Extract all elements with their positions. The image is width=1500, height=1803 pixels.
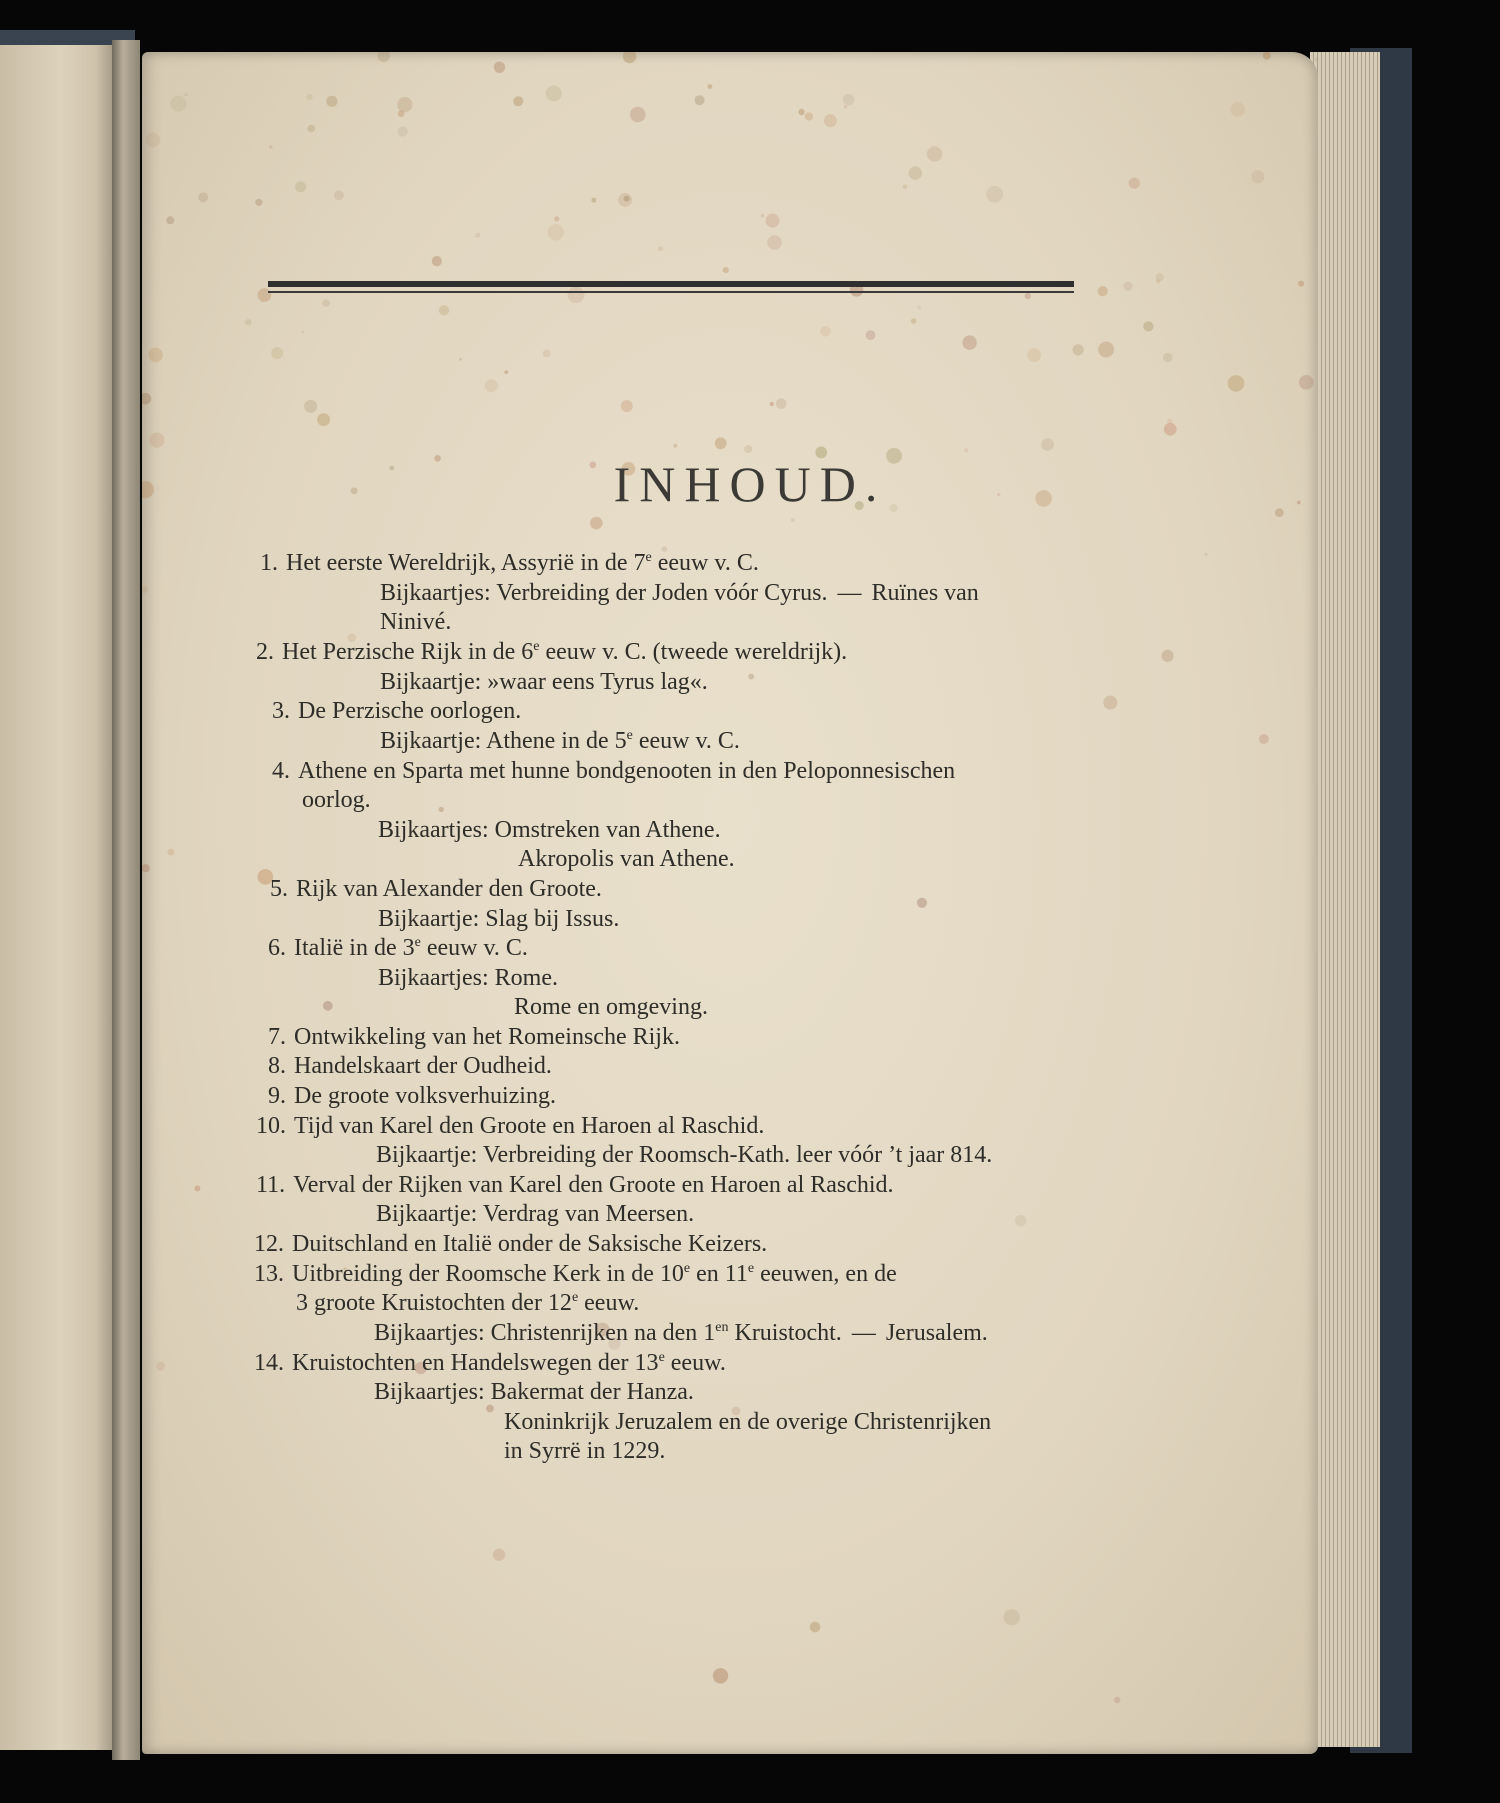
maps-text: Rome en omgeving. (514, 994, 708, 1020)
foxing-spot (397, 97, 412, 112)
maps-text: Jerusalem. (885, 1320, 988, 1346)
toc-entry-1 (260, 548, 759, 578)
toc-entry-9 (268, 1081, 556, 1111)
entry-number: 4. (272, 758, 290, 784)
toc-maps-4-second (518, 844, 735, 874)
toc-maps-1 (380, 578, 979, 608)
foxing-spot (142, 393, 151, 405)
toc-maps-5 (378, 904, 619, 934)
toc-entry-5 (270, 874, 602, 904)
foxing-spot (513, 96, 523, 106)
entry-text-tail: eeuwen, en de (754, 1261, 897, 1287)
foxing-spot (1123, 282, 1132, 291)
foxing-spot (1167, 418, 1172, 423)
foxing-spot (323, 1001, 333, 1011)
maps-text: Slag bij Issus. (485, 906, 620, 932)
entry-text: Uitbreiding der Roomsche Kerk in de 10 (292, 1261, 684, 1287)
foxing-spot (1162, 650, 1174, 662)
foxing-spot (770, 402, 774, 406)
foxing-spot (917, 305, 921, 309)
toc-entry-11 (256, 1170, 894, 1200)
entry-text: oorlog. (302, 787, 371, 813)
maps-label: Bijkaartje: (380, 728, 482, 754)
maps-text: Ninivé. (380, 609, 452, 635)
entry-text-tail: eeuw v. C. (651, 550, 759, 576)
foxing-spot (326, 96, 337, 107)
foxing-spot (986, 186, 1003, 203)
entry-text-tail: eeuw. (578, 1290, 640, 1316)
foxing-spot (377, 52, 390, 62)
foxing-spot (810, 1622, 821, 1633)
foxing-spot (494, 62, 505, 73)
entry-text: Kruistochten en Handelswegen der 13 (292, 1350, 659, 1376)
entry-title: Tijd van Karel den Groote en Haroen al Raschid. (294, 1113, 765, 1139)
entry-text: Het eerste Wereldrijk, Assyrië in de 7 (286, 550, 646, 576)
maps-text: Akropolis van Athene. (518, 846, 735, 872)
maps-label: Bijkaartjes: (380, 580, 491, 606)
entry-number: 1. (260, 550, 278, 576)
foxing-spot (820, 326, 831, 337)
toc-maps-14 (374, 1377, 694, 1407)
foxing-spot (1156, 279, 1160, 283)
foxing-spot (1073, 344, 1084, 355)
maps-label: Bijkaartje: (376, 1201, 478, 1227)
toc-entry-4 (272, 756, 955, 786)
entry-text-tail: eeuw. (664, 1350, 726, 1376)
maps-text: in Syrrë in 1229. (504, 1438, 666, 1464)
foxing-spot (1263, 52, 1271, 60)
foxing-spot (715, 437, 727, 449)
toc-maps-2 (380, 667, 708, 697)
foxing-spot (1230, 102, 1245, 117)
foxing-spot (630, 107, 646, 123)
toc-entry-10 (256, 1111, 764, 1141)
foxing-spot (658, 246, 663, 251)
maps-label: Bijkaartjes: (378, 965, 489, 991)
foxing-spot (322, 299, 329, 306)
entry-title (292, 1259, 897, 1289)
foxing-spot (459, 358, 462, 361)
foxing-spot (843, 94, 855, 106)
foxing-spot (1003, 1609, 1019, 1625)
maps-label: Bijkaartje: (376, 1142, 478, 1168)
foxing-spot (903, 184, 908, 189)
entry-title: De groote volksverhuizing. (294, 1083, 556, 1109)
foxing-spot (917, 898, 927, 908)
foxing-spot (307, 94, 313, 100)
foxing-spot (766, 214, 780, 228)
entry-text: Italië in de 3 (294, 935, 415, 961)
foxing-spot (493, 1549, 505, 1561)
toc-maps-14-second (504, 1407, 991, 1437)
toc-entry-12 (254, 1229, 767, 1259)
foxing-spot (475, 233, 480, 238)
book-gutter (112, 40, 140, 1760)
toc-entry-8 (268, 1051, 552, 1081)
superscript: e (747, 1261, 755, 1276)
foxing-spot (1015, 1215, 1026, 1226)
foxing-spot (1299, 375, 1314, 390)
maps-label: Bijkaartjes: (374, 1320, 485, 1346)
foxing-spot (1228, 375, 1245, 392)
foxing-spot (1027, 348, 1041, 362)
foxing-spot (1129, 178, 1140, 189)
foxing-spot (1098, 342, 1114, 358)
foxing-spot (146, 133, 161, 148)
superscript: e (658, 1350, 665, 1365)
entry-text-mid: en 11 (690, 1261, 748, 1287)
foxing-spot (591, 198, 596, 203)
superscript: e (683, 1261, 691, 1276)
foxing-spot (547, 224, 564, 241)
foxing-spot (1143, 321, 1153, 331)
foxing-spot (673, 444, 677, 448)
foxing-spot (295, 181, 306, 192)
header-rule-thick (268, 281, 1074, 287)
foxing-spot (1164, 423, 1177, 436)
entry-number: 13. (254, 1261, 284, 1287)
foxing-spot (1163, 353, 1173, 363)
entry-number: 12. (254, 1231, 284, 1257)
foxing-spot (805, 112, 813, 120)
foxing-spot (546, 85, 562, 101)
foxing-spot (798, 109, 804, 115)
entry-text: Het Perzische Rijk in de 6 (282, 639, 534, 665)
foxing-spot (543, 350, 551, 358)
toc-entry-3 (272, 696, 521, 726)
toc-maps-6-second (514, 992, 708, 1022)
maps-label: Bijkaartje: (380, 669, 482, 695)
foxing-spot (927, 146, 942, 161)
foxing-spot (1251, 170, 1264, 183)
foxing-spot (304, 400, 317, 413)
entry-number: 14. (254, 1350, 284, 1376)
maps-text: Verdrag van Meersen. (482, 1201, 695, 1227)
toc-maps-4 (378, 815, 721, 845)
maps-text-tail: eeuw v. C. (632, 728, 740, 754)
toc-entry-13-cont (296, 1288, 639, 1318)
foxing-spot (909, 166, 922, 179)
foxing-spot (962, 335, 976, 349)
maps-text: Verbreiding der Joden vóór Cyrus. (496, 580, 828, 606)
foxing-spot (184, 93, 187, 96)
foxing-spot (485, 379, 498, 392)
maps-text: Rome. (494, 965, 558, 991)
superscript: e (645, 550, 652, 565)
foxing-spot (695, 95, 705, 105)
entry-title: Handelskaart der Oudheid. (294, 1053, 552, 1079)
entry-number: 11. (256, 1172, 286, 1198)
foxing-spot (439, 807, 444, 812)
foxing-spot (776, 398, 787, 409)
entry-title (282, 637, 847, 667)
entry-number: 3. (272, 698, 290, 724)
toc-entry-4-cont (302, 785, 371, 815)
toc-maps-6 (378, 963, 558, 993)
foxing-spot (301, 331, 304, 334)
foxing-spot (1156, 273, 1164, 281)
superscript: e (533, 639, 540, 654)
foxing-spot (590, 517, 603, 530)
maps-text-tail: Kruistocht. (728, 1320, 842, 1346)
entry-title: Rijk van Alexander den Groote. (296, 876, 602, 902)
header-rule-thin (268, 291, 1074, 293)
maps-text: Verbreiding der Roomsch-Kath. leer vóór ’t jaar 814. (482, 1142, 993, 1168)
maps-text: Ruïnes van (871, 580, 979, 606)
foxing-spot (1098, 286, 1108, 296)
foxing-spot (866, 330, 876, 340)
toc-maps-14-third (504, 1436, 665, 1466)
foxing-spot (194, 1185, 200, 1191)
toc-maps-13 (374, 1318, 988, 1348)
superscript: e (414, 935, 421, 950)
superscript: en (715, 1320, 729, 1335)
foxing-spot (623, 52, 637, 63)
foxing-spot (911, 318, 917, 324)
foxing-spot (142, 586, 148, 593)
maps-text: Koninkrijk Jeruzalem en de overige Christenrijken (504, 1409, 992, 1435)
foxing-spot (439, 305, 449, 315)
foxing-spot (432, 256, 442, 266)
entry-title (294, 933, 528, 963)
maps-text: Omstreken van Athene. (494, 817, 721, 843)
entry-number: 2. (256, 639, 274, 665)
foxing-spot (255, 199, 262, 206)
toc-entry-7 (268, 1022, 680, 1052)
foxing-spot (334, 190, 344, 200)
entry-title: De Perzische oorlogen. (298, 698, 522, 724)
entry-number: 7. (268, 1024, 286, 1050)
foxing-spot (504, 370, 508, 374)
entry-title (286, 548, 759, 578)
foxing-spot (713, 1668, 728, 1683)
em-dash: — (851, 1320, 876, 1346)
entry-title: Duitschland en Italië onder de Saksische Keizers. (292, 1231, 768, 1257)
toc-entry-2 (256, 637, 847, 667)
foxing-spot (167, 849, 174, 856)
foxing-spot (269, 145, 273, 149)
toc-maps-10 (376, 1140, 992, 1170)
toc-maps-3 (380, 726, 740, 756)
foxing-spot (156, 1362, 165, 1371)
foxing-spot (271, 347, 283, 359)
foxing-spot (621, 400, 633, 412)
foxing-spot (624, 196, 630, 202)
foxing-spot (1025, 293, 1031, 299)
maps-text: Christenrijken na den 1 (490, 1320, 716, 1346)
maps-text: Bakermat der Hanza. (490, 1379, 694, 1405)
toc-entry-6 (268, 933, 528, 963)
foxing-spot (568, 286, 585, 303)
entry-number: 8. (268, 1053, 286, 1079)
toc-entry-14 (254, 1348, 726, 1378)
entry-title (292, 1348, 726, 1378)
maps-label: Bijkaartje: (378, 906, 480, 932)
foxing-spot (744, 445, 752, 453)
entry-text-tail: eeuw v. C. (tweede wereldrijk). (539, 639, 848, 665)
foxing-spot (723, 267, 729, 273)
entry-text: 3 groote Kruistochten der 12 (296, 1290, 572, 1316)
foxing-spot (844, 105, 848, 109)
foxing-spot (761, 214, 764, 217)
foxing-spot (142, 864, 150, 872)
foxing-spot (398, 127, 408, 137)
entry-title: Ontwikkeling van het Romeinsche Rijk. (294, 1024, 680, 1050)
foxing-spot (149, 433, 164, 448)
toc-maps-11 (376, 1199, 694, 1229)
page-title: INHOUD. (613, 456, 887, 512)
foxing-spot (708, 84, 713, 89)
maps-text: »waar eens Tyrus lag«. (487, 669, 708, 695)
foxing-spot (245, 319, 251, 325)
foxing-spot (171, 96, 187, 112)
foxing-spot (767, 235, 782, 250)
foxing-spot (554, 216, 559, 221)
toc-entry-13 (254, 1259, 897, 1289)
foxing-spot (824, 114, 837, 127)
entry-text-tail: eeuw v. C. (420, 935, 528, 961)
foxing-spot (166, 216, 174, 224)
foxing-spot (791, 518, 795, 522)
em-dash: — (837, 580, 862, 606)
entry-number: 6. (268, 935, 286, 961)
maps-text: Athene in de 5 (485, 728, 627, 754)
toc-maps-1-cont (380, 607, 451, 637)
maps-label: Bijkaartjes: (374, 1379, 485, 1405)
superscript: e (626, 728, 633, 743)
foxing-spot (148, 348, 162, 362)
foxing-spot (1205, 553, 1208, 556)
foxing-spot (198, 193, 208, 203)
page-edges (1310, 52, 1380, 1747)
foxing-spot (1114, 1697, 1120, 1703)
foxing-spot (317, 413, 330, 426)
foxing-spot (1298, 281, 1304, 287)
foxing-spot (1041, 438, 1054, 451)
foxing-spot (1103, 696, 1117, 710)
entry-number: 5. (270, 876, 288, 902)
foxing-spot (964, 448, 968, 452)
left-page (0, 45, 112, 1750)
foxing-spot (748, 674, 754, 680)
entry-title: Athene en Sparta met hunne bondgenooten in den Peloponnesischen (298, 758, 956, 784)
maps-label: Bijkaartjes: (378, 817, 489, 843)
entry-title: Verval der Rijken van Karel den Groote en Haroen al Raschid. (293, 1172, 894, 1198)
superscript: e (571, 1290, 579, 1305)
foxing-spot (398, 110, 405, 117)
entry-number: 9. (268, 1083, 286, 1109)
foxing-spot (618, 193, 632, 207)
entry-number: 10. (256, 1113, 286, 1139)
foxing-spot (1259, 734, 1269, 744)
foxing-spot (307, 125, 315, 133)
